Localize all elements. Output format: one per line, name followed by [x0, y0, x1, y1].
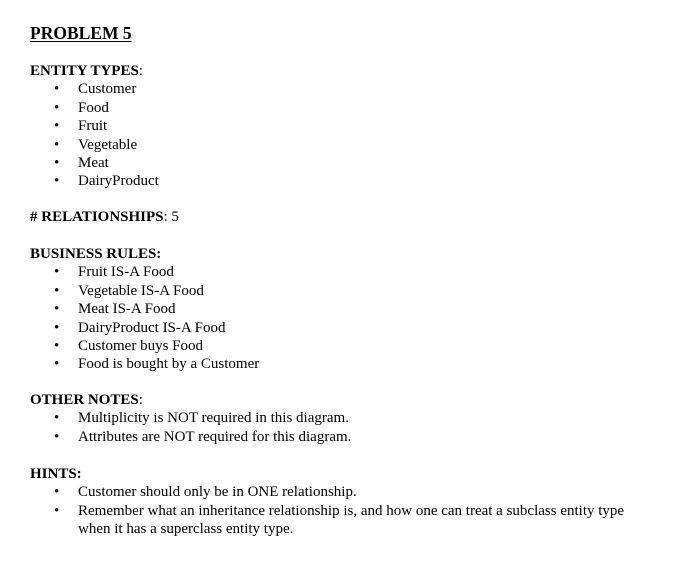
entity-types-section	[30, 62, 658, 191]
hints-heading-label: HINTS:	[30, 466, 82, 482]
list-item-text: Fruit IS-A Food	[78, 264, 174, 281]
hints-heading	[30, 465, 658, 483]
list-item-text: Customer buys Food	[78, 338, 204, 355]
bullet-icon: •	[54, 319, 60, 336]
bullet-icon: •	[54, 410, 60, 427]
bullet-icon: •	[54, 99, 60, 116]
list-item-text: Attributes are NOT required for this diagram.	[78, 428, 352, 445]
list-item-text: Remember what an inheritance relationship is, and how one can treat a subclass entity type when it has a superclass entity type.	[78, 502, 625, 538]
other-notes-heading-suffix: :	[138, 392, 143, 408]
relationships-heading-label: # RELATIONSHIPS	[30, 209, 164, 225]
hints-section	[30, 465, 658, 539]
list-item	[30, 355, 658, 373]
page-title: PROBLEM 5	[30, 23, 132, 43]
entity-types-heading	[30, 62, 658, 80]
entity-types-heading-suffix: :	[138, 63, 143, 79]
relationships-count: : 5	[163, 209, 179, 225]
list-item-text: Customer	[78, 81, 137, 98]
list-item	[30, 172, 658, 190]
list-item	[30, 263, 658, 281]
list-item	[30, 502, 658, 539]
list-item-text: Vegetable	[78, 136, 138, 153]
business-rules-heading	[30, 245, 658, 263]
other-notes-heading-label: OTHER NOTES	[30, 392, 139, 408]
list-item-text: Food	[78, 99, 109, 116]
list-item-text: DairyProduct IS-A Food	[78, 319, 226, 336]
list-item	[30, 282, 658, 300]
list-item-text: Vegetable IS-A Food	[78, 282, 204, 299]
list-item-text: Food is bought by a Customer	[78, 356, 260, 373]
list-item-text: Fruit	[78, 118, 108, 135]
business-rules-heading-label: BUSINESS RULES:	[30, 246, 162, 262]
list-item	[30, 80, 658, 98]
bullet-icon: •	[54, 356, 60, 373]
bullet-icon: •	[54, 484, 60, 501]
bullet-icon: •	[54, 301, 60, 318]
business-rules-list	[30, 263, 658, 373]
bullet-icon: •	[54, 428, 60, 445]
other-notes-list	[30, 409, 658, 446]
list-item	[30, 337, 658, 355]
list-item	[30, 409, 658, 427]
bullet-icon: •	[54, 282, 60, 299]
relationships-heading	[30, 208, 179, 226]
relationships-section	[30, 208, 179, 226]
other-notes-heading	[30, 391, 658, 409]
list-item	[30, 154, 658, 172]
entity-types-heading-label: ENTITY TYPES	[30, 63, 139, 79]
list-item-text: Meat	[78, 155, 109, 172]
list-item-text: DairyProduct	[78, 173, 159, 190]
business-rules-section	[30, 245, 658, 374]
list-item	[30, 428, 658, 446]
bullet-icon: •	[54, 173, 60, 190]
bullet-icon: •	[54, 118, 60, 135]
list-item	[30, 483, 658, 501]
list-item	[30, 99, 658, 117]
list-item-text: Multiplicity is NOT required in this diagram.	[78, 410, 349, 427]
bullet-icon: •	[54, 502, 60, 519]
hints-list	[30, 483, 658, 538]
entity-types-list	[30, 80, 658, 190]
bullet-icon: •	[54, 338, 60, 355]
list-item-text: Customer should only be in ONE relationship.	[78, 484, 357, 501]
bullet-icon: •	[54, 264, 60, 281]
bullet-icon: •	[54, 136, 60, 153]
list-item-text: Meat IS-A Food	[78, 301, 176, 318]
list-item	[30, 319, 658, 337]
bullet-icon: •	[54, 81, 60, 98]
bullet-icon: •	[54, 155, 60, 172]
other-notes-section	[30, 391, 658, 446]
list-item	[30, 117, 658, 135]
list-item	[30, 300, 658, 318]
list-item	[30, 136, 658, 154]
